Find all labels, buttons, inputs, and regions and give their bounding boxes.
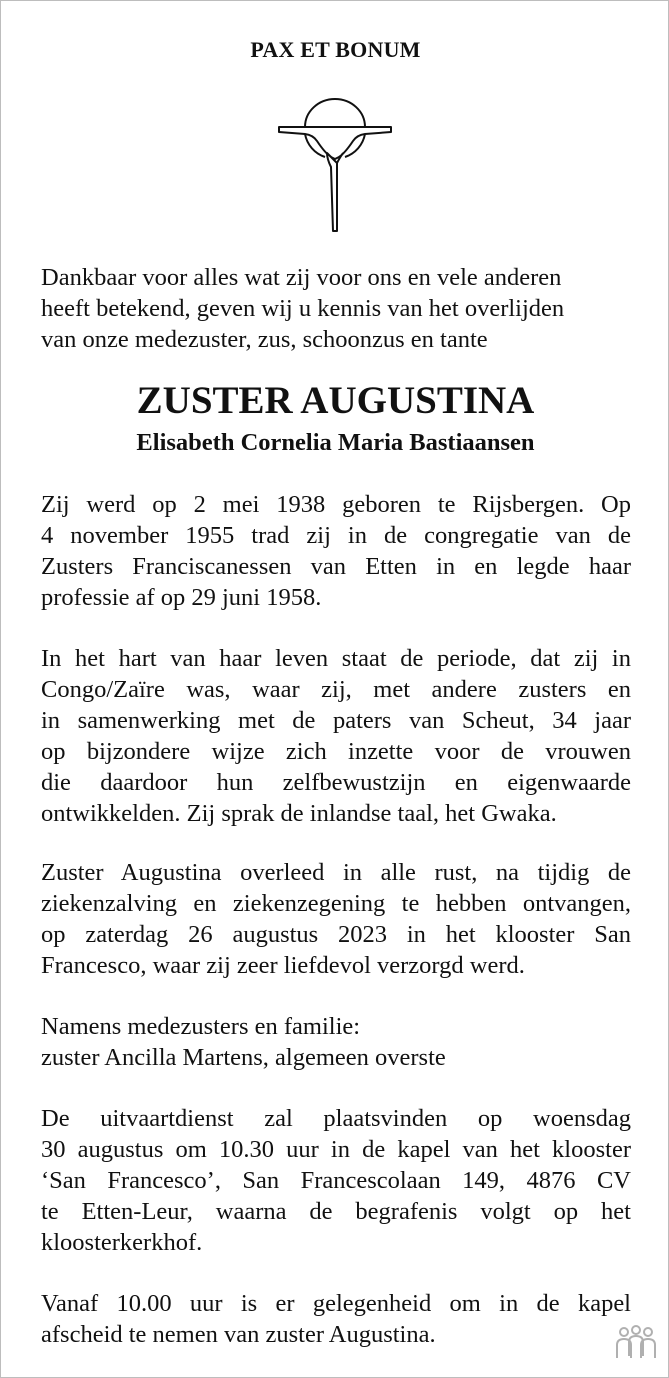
birth-line: Zusters Franciscanessen van Etten in en legde haar xyxy=(41,553,631,580)
service-line: De uitvaartdienst zal plaatsvinden op woensdag xyxy=(41,1105,631,1132)
service-line: 30 augustus om 10.30 uur in de kapel van het klooster xyxy=(41,1136,631,1163)
life-line: ontwikkelden. Zij sprak de inlandse taal, het Gwaka. xyxy=(41,800,557,827)
service-line: ‘San Francesco’, San Francescolaan 149, 4876 CV xyxy=(41,1167,631,1194)
death-line: ziekenzalving en ziekenzegening te hebben ontvangen, xyxy=(41,890,631,917)
birth-line: 4 november 1955 trad zij in de congregatie van de xyxy=(41,522,631,549)
signature-paragraph xyxy=(41,1011,631,1073)
death-paragraph xyxy=(41,857,631,981)
life-paragraph xyxy=(41,643,631,829)
deceased-name: ZUSTER AUGUSTINA xyxy=(136,379,535,422)
farewell-paragraph xyxy=(41,1288,631,1350)
franciscan-cross-icon xyxy=(275,97,395,233)
service-paragraph xyxy=(41,1103,631,1258)
signature-line: Namens medezusters en familie: xyxy=(41,1013,361,1040)
death-line: Francesco, waar zij zeer liefdevol verzorgd werd. xyxy=(41,952,525,979)
death-line: op zaterdag 26 augustus 2023 in het klooster San xyxy=(41,921,631,948)
motto-heading: PAX ET BONUM xyxy=(250,37,421,62)
life-line: In het hart van haar leven staat de periode, dat zij in xyxy=(41,645,631,672)
birth-line: professie af op 29 juni 1958. xyxy=(41,584,322,611)
intro-line: heeft betekend, geven wij u kennis van het overlijden xyxy=(41,295,565,322)
farewell-line: Vanaf 10.00 uur is er gelegenheid om in de kapel xyxy=(41,1290,631,1317)
life-line: Congo/Zaïre was, waar zij, met andere zusters en xyxy=(41,676,631,703)
death-line: Zuster Augustina overleed in alle rust, na tijdig de xyxy=(41,859,631,886)
life-line: die daardoor hun zelfbewustzijn en eigenwaarde xyxy=(41,769,631,796)
people-group-logo-icon xyxy=(612,1325,660,1363)
deceased-full-name: Elisabeth Cornelia Maria Bastiaansen xyxy=(136,429,535,456)
farewell-line: afscheid te nemen van zuster Augustina. xyxy=(41,1321,436,1348)
service-line: kloosterkerkhof. xyxy=(41,1229,203,1256)
intro-paragraph xyxy=(41,262,631,355)
intro-line: van onze medezuster, zus, schoonzus en tante xyxy=(41,326,488,353)
life-line: op bijzondere wijze zich inzette voor de vrouwen xyxy=(41,738,631,765)
birth-line: Zij werd op 2 mei 1938 geboren te Rijsbergen. Op xyxy=(41,491,631,518)
life-line: in samenwerking met de paters van Scheut, 34 jaar xyxy=(41,707,631,734)
service-line: te Etten-Leur, waarna de begrafenis volgt op het xyxy=(41,1198,631,1225)
intro-line: Dankbaar voor alles wat zij voor ons en vele anderen xyxy=(41,264,562,291)
signature-line: zuster Ancilla Martens, algemeen overste xyxy=(41,1044,446,1071)
birth-paragraph xyxy=(41,489,631,613)
